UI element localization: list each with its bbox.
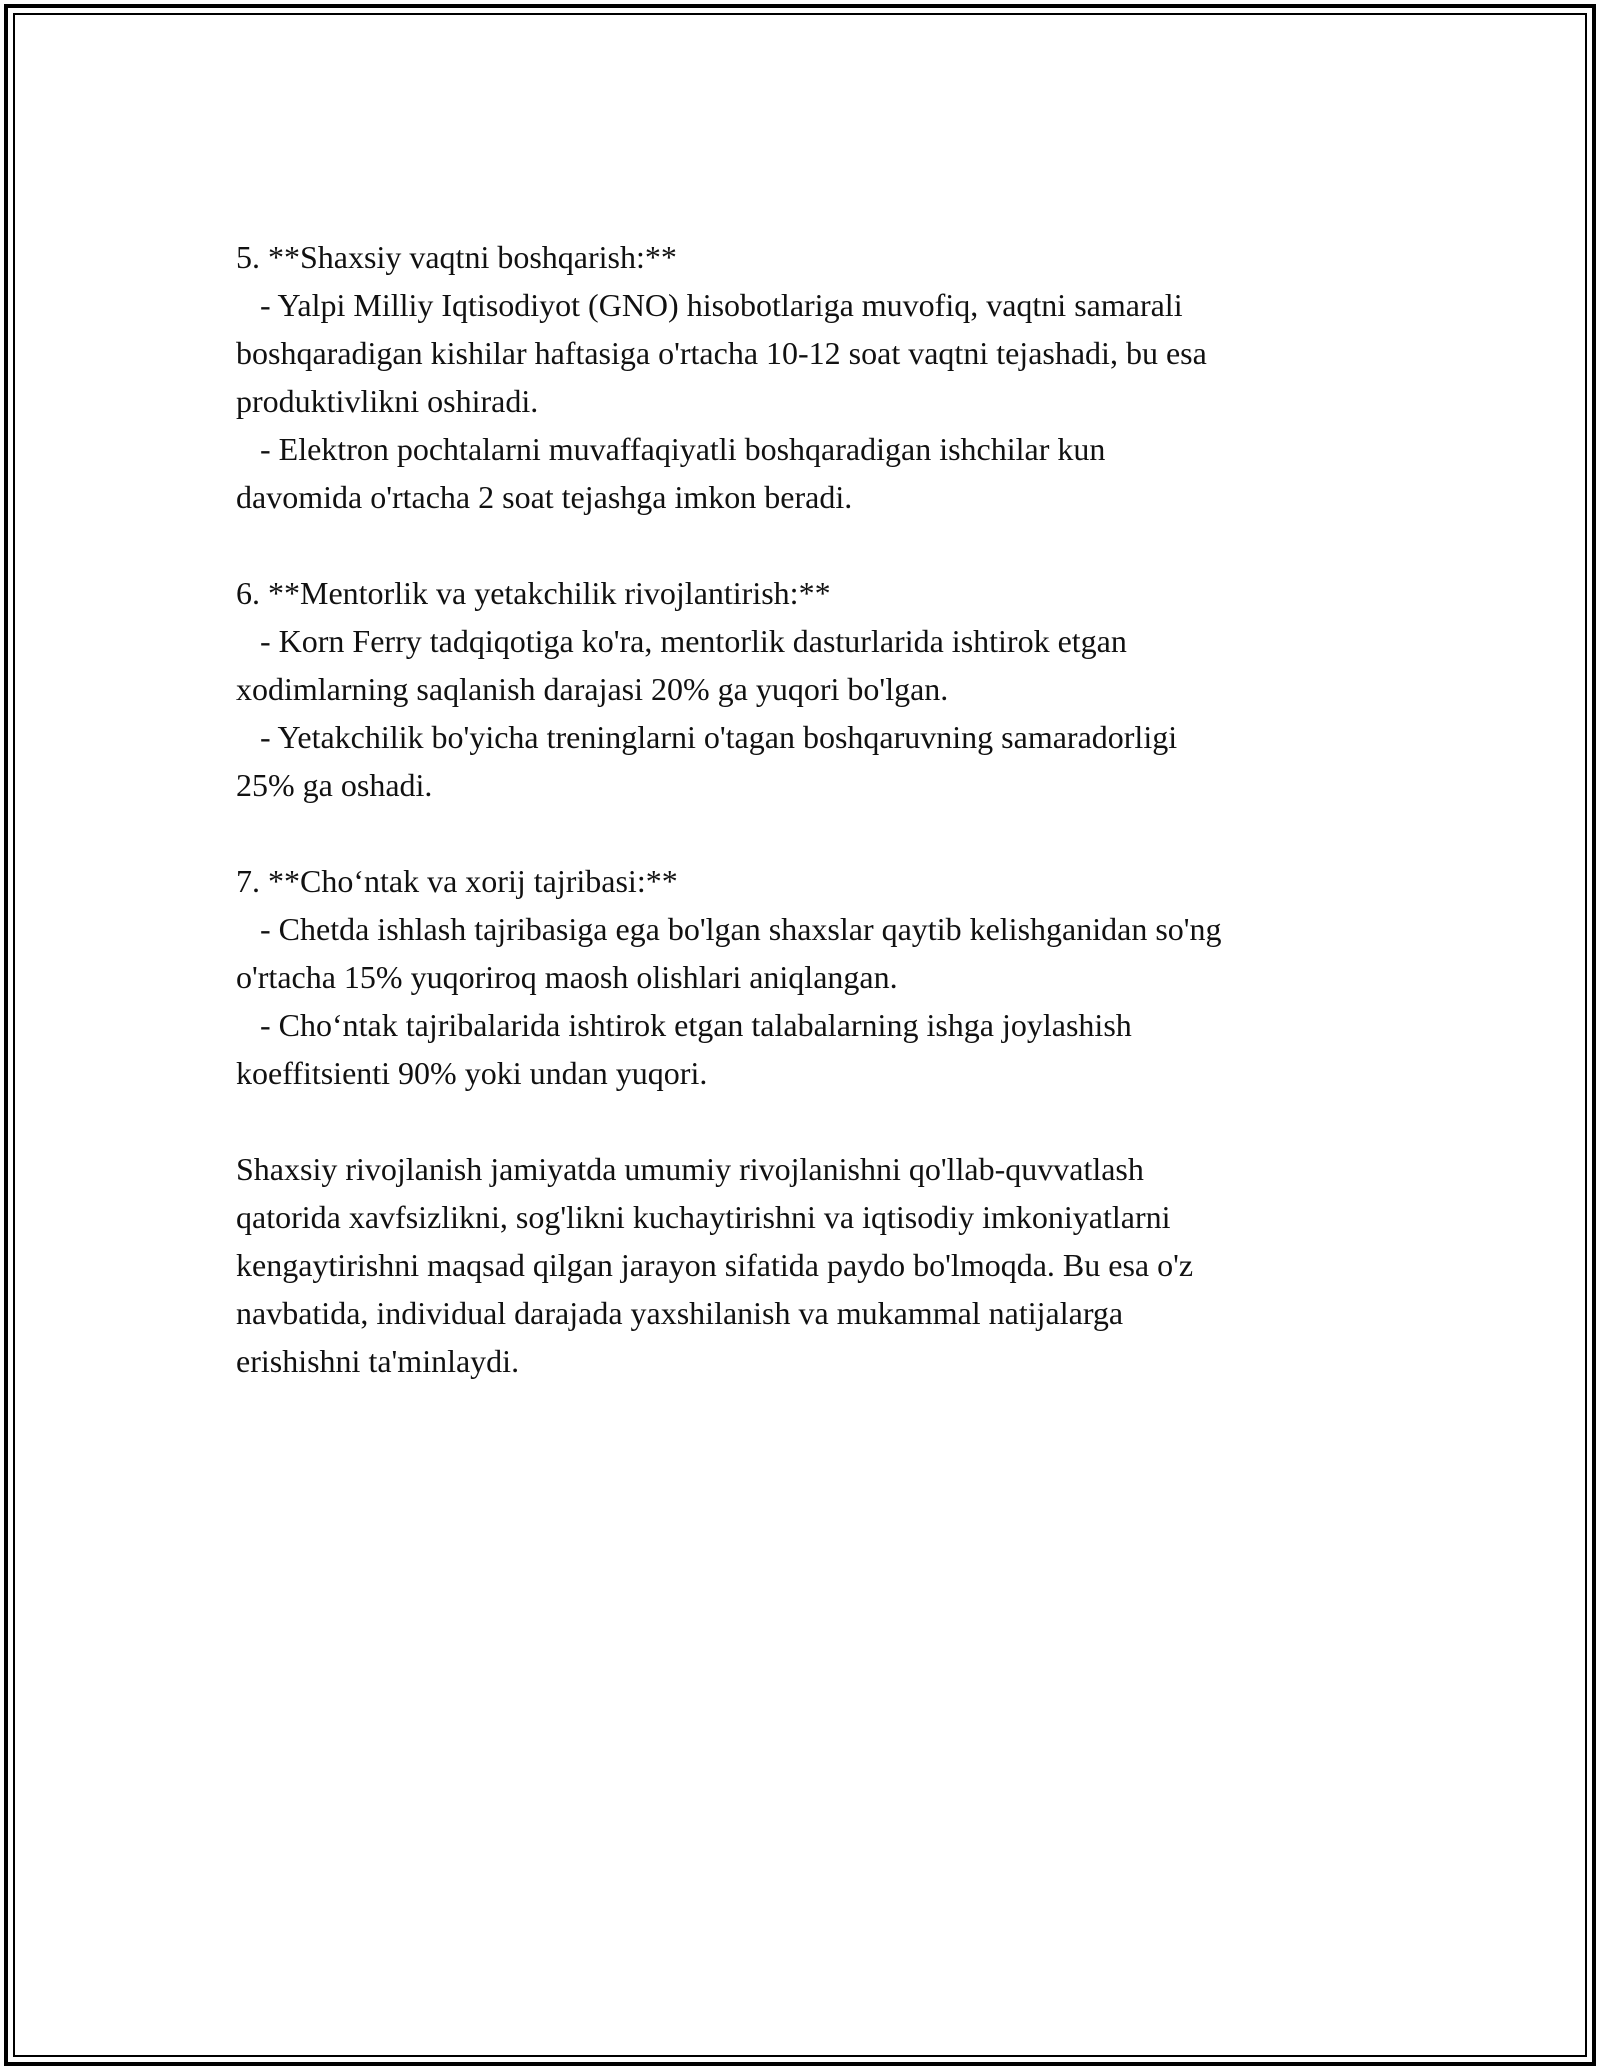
document-body: [236, 233, 1396, 1385]
paragraph-line: - Chetda ishlash tajribasiga ega bo'lgan shaxslar qaytib kelishganidan so'ng: [236, 911, 1222, 947]
paragraph-line: koeffitsienti 90% yoki undan yuqori.: [236, 1055, 708, 1091]
paragraph-line: erishishni ta'minlaydi.: [236, 1343, 520, 1379]
paragraph-line: produktivlikni oshiradi.: [236, 383, 539, 419]
paragraph-line: - Elektron pochtalarni muvaffaqiyatli boshqaradigan ishchilar kun: [236, 431, 1106, 467]
paragraph-line: - Cho‘ntak tajribalarida ishtirok etgan talabalarning ishga joylashish: [236, 1007, 1132, 1043]
section-conclusion: [236, 1145, 1396, 1385]
section-mentorship: [236, 569, 1396, 809]
section-heading: 6. **Mentorlik va yetakchilik rivojlantirish:**: [236, 575, 831, 611]
paragraph-line: Shaxsiy rivojlanish jamiyatda umumiy rivojlanishni qo'llab-quvvatlash: [236, 1151, 1144, 1187]
paragraph-line: o'rtacha 15% yuqoriroq maosh olishlari aniqlangan.: [236, 959, 898, 995]
paragraph-line: boshqaradigan kishilar haftasiga o'rtacha 10-12 soat vaqtni tejashadi, bu esa: [236, 335, 1207, 371]
paragraph-line: 25% ga oshadi.: [236, 767, 433, 803]
paragraph-line: qatorida xavfsizlikni, sog'likni kuchaytirishni va iqtisodiy imkoniyatlarni: [236, 1199, 1171, 1235]
paragraph-line: - Yalpi Milliy Iqtisodiyot (GNO) hisobotlariga muvofiq, vaqtni samarali: [236, 287, 1183, 323]
paragraph-line: kengaytirishni maqsad qilgan jarayon sifatida paydo bo'lmoqda. Bu esa o'z: [236, 1247, 1194, 1283]
paragraph-line: davomida o'rtacha 2 soat tejashga imkon beradi.: [236, 479, 853, 515]
paragraph-line: - Korn Ferry tadqiqotiga ko'ra, mentorlik dasturlarida ishtirok etgan: [236, 623, 1127, 659]
paragraph-spacer: [236, 809, 1396, 857]
paragraph-line: xodimlarning saqlanish darajasi 20% ga yuqori bo'lgan.: [236, 671, 949, 707]
paragraph-spacer: [236, 521, 1396, 569]
section-abroad-experience: [236, 857, 1396, 1097]
section-heading: 7. **Cho‘ntak va xorij tajribasi:**: [236, 863, 678, 899]
paragraph-line: navbatida, individual darajada yaxshilanish va mukammal natijalarga: [236, 1295, 1124, 1331]
section-heading: 5. **Shaxsiy vaqtni boshqarish:**: [236, 239, 677, 275]
section-time-management: [236, 233, 1396, 521]
paragraph-spacer: [236, 1097, 1396, 1145]
paragraph-line: - Yetakchilik bo'yicha treninglarni o'tagan boshqaruvning samaradorligi: [236, 719, 1178, 755]
